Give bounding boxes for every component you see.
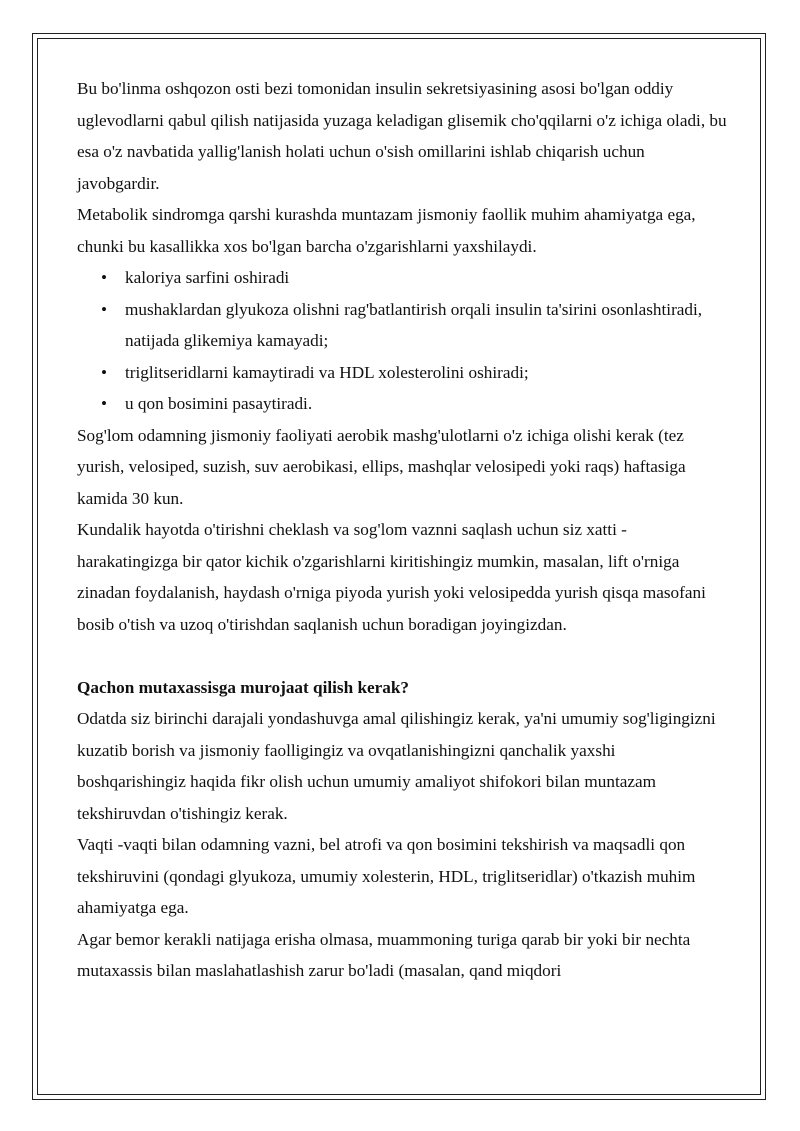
list-item: [101, 357, 727, 389]
list-item-text: kaloriya sarfini oshiradi: [125, 268, 290, 287]
paragraph: Agar bemor kerakli natijaga erisha olmasa, muammoning turiga qarab bir yoki bir nechta mutaxassis bilan maslahatlashish zarur bo'ladi (masalan, qand miqdori: [77, 929, 691, 980]
paragraph: Metabolik sindromga qarshi kurashda muntazam jismoniy faollik muhim ahamiyatga ega, chunki bu kasallikka xos bo'lgan barcha o'zgarishlarni yaxshilaydi.: [77, 205, 696, 256]
paragraph: Odatda siz birinchi darajali yondashuvga amal qilishingiz kerak, ya'ni umumiy sog'ligingizni kuzatib borish va jismoniy faolligingiz va ovqatlanishingizni qanchalik yaxshi boshqarishingiz haqida fikr olish uchun umumiy amaliyot shifokori bilan muntazam tekshiruvdan o'tishingiz kerak.: [77, 709, 716, 823]
list-item-text: triglitseridlarni kamaytiradi va HDL xolesterolini oshiradi;: [125, 362, 529, 382]
paragraph: Bu bo'linma oshqozon osti bezi tomonidan insulin sekretsiyasining asosi bo'lgan oddiy uglevodlarni qabul qilish natijasida yuzaga keladigan glisemik cho'qqilarni o'z ichiga oladi, bu esa o'z navbatida yallig'lanish holati uchun o'sish omillarini ishlab chiqarish uchun javobgardir.: [77, 79, 727, 193]
list-item-text: u qon bosimini pasaytiradi.: [125, 394, 313, 413]
list-item: [101, 262, 727, 294]
paragraph: Sog'lom odamning jismoniy faoliyati aerobik mashg'ulotlarni o'z ichiga olishi kerak (tez yurish, velosiped, suzish, suv aerobikasi, ellips, mashqlar velosipedi yoki raqs) haftasiga kamida 30 kun.: [77, 425, 686, 508]
paragraph: Kundalik hayotda o'tirishni cheklash va sog'lom vaznni saqlash uchun siz xatti - harakatingizga bir qator kichik o'zgarishlarni kiritishingiz mumkin, masalan, lift o'rniga zinadan foydalanish, haydash o'rniga piyoda yurish yoki velosipedda yurish qisqa masofani bosib o'tish va uzoq o'tirishdan saqlanish uchun boradigan joyingizdan.: [77, 520, 706, 634]
bullet-icon: •: [101, 268, 108, 287]
document-body: [77, 73, 727, 987]
blank-line: [77, 640, 727, 672]
bullet-list: [77, 262, 727, 420]
paragraph: Vaqti -vaqti bilan odamning vazni, bel atrofi va qon bosimini tekshirish va maqsadli qon tekshiruvini (qondagi glyukoza, umumiy xolesterin, HDL, triglitseridlar) o'tkazish muhim ahamiyatga ega.: [77, 835, 696, 917]
bullet-icon: •: [101, 362, 108, 382]
bullet-icon: •: [101, 394, 108, 413]
list-item: [101, 388, 727, 420]
list-item-text: mushaklardan glyukoza olishni rag'batlantirish orqali insulin ta'sirini osonlashtiradi, natijada glikemiya kamayadi;: [125, 299, 703, 350]
list-item: [101, 294, 727, 357]
bullet-icon: •: [101, 299, 108, 319]
section-heading: Qachon mutaxassisga murojaat qilish kerak?: [77, 677, 410, 697]
